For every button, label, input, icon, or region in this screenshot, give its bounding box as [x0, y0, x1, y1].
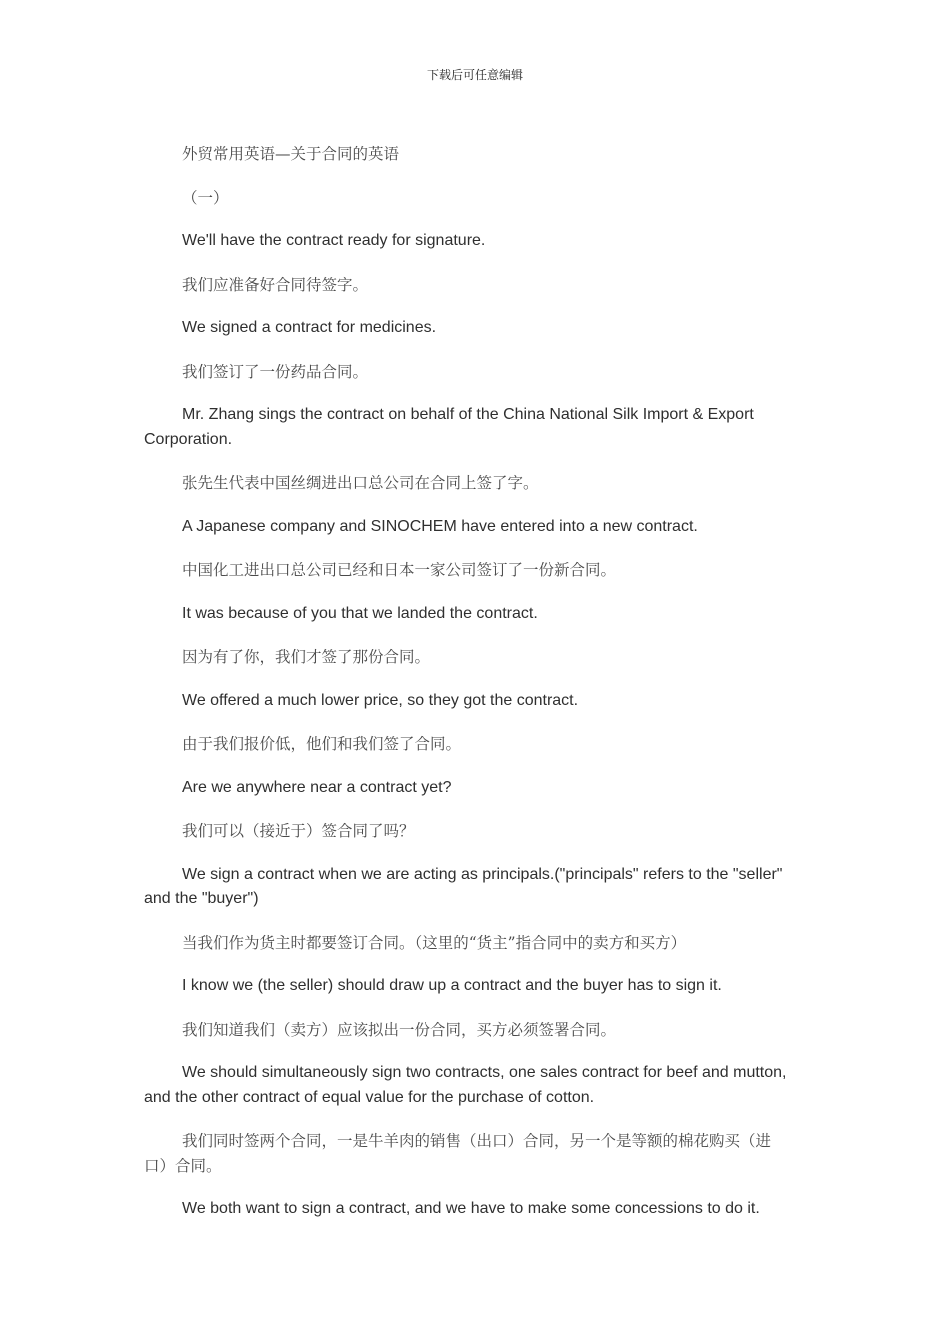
- paragraph: 我们应准备好合同待签字。: [182, 275, 369, 294]
- paragraph: Mr. Zhang sings the contract on behalf of the China National Silk Import & Export Corporation.: [144, 406, 754, 448]
- paragraph: 我们同时签两个合同，一是牛羊肉的销售（出口）合同，另一个是等额的棉花购买（进口）合同。: [144, 1132, 772, 1175]
- paragraph: It was because of you that we landed the contract.: [182, 604, 538, 622]
- paragraph: 当我们作为货主时都要签订合同。（这里的“货主”指合同中的卖方和买方）: [182, 933, 687, 952]
- paragraph: 张先生代表中国丝绸进出口总公司在合同上签了字。: [182, 474, 539, 492]
- paragraph: 我们签订了一份药品合同。: [182, 362, 369, 381]
- paragraph: We signed a contract for medicines.: [182, 319, 437, 336]
- section-label: （一）: [182, 188, 229, 207]
- page-header: 下载后可任意编辑: [426, 68, 523, 82]
- paragraph: 中国化工进出口总公司已经和日本一家公司签订了一份新合同。: [182, 561, 617, 579]
- paragraph: 由于我们报价低，他们和我们签了合同。: [182, 735, 462, 753]
- paragraph: 我们知道我们（卖方）应该拟出一份合同，买方必须签署合同。: [182, 1020, 617, 1039]
- paragraph: We sign a contract when we are acting as principals.("principals" refers to the "seller" and the "buyer"): [144, 865, 783, 907]
- paragraph: Are we anywhere near a contract yet?: [182, 778, 452, 796]
- paragraph: We should simultaneously sign two contracts, one sales contract for beef and mutton, and the other contract of equal value for the purchase of cotton.: [144, 1064, 787, 1106]
- document-body: [144, 142, 794, 1241]
- paragraph: 我们可以（接近于）签合同了吗？: [182, 822, 415, 840]
- paragraph: 因为有了你，我们才签了那份合同。: [182, 648, 431, 666]
- paragraph: We offered a much lower price, so they got the contract.: [182, 691, 579, 709]
- paragraph: A Japanese company and SINOCHEM have entered into a new contract.: [182, 517, 698, 535]
- paragraph: We both want to sign a contract, and we have to make some concessions to do it.: [182, 1200, 760, 1217]
- document-title: 外贸常用英语—关于合同的英语: [182, 145, 400, 163]
- paragraph: I know we (the seller) should draw up a contract and the buyer has to sign it.: [182, 977, 722, 994]
- paragraph: We'll have the contract ready for signature.: [182, 232, 486, 249]
